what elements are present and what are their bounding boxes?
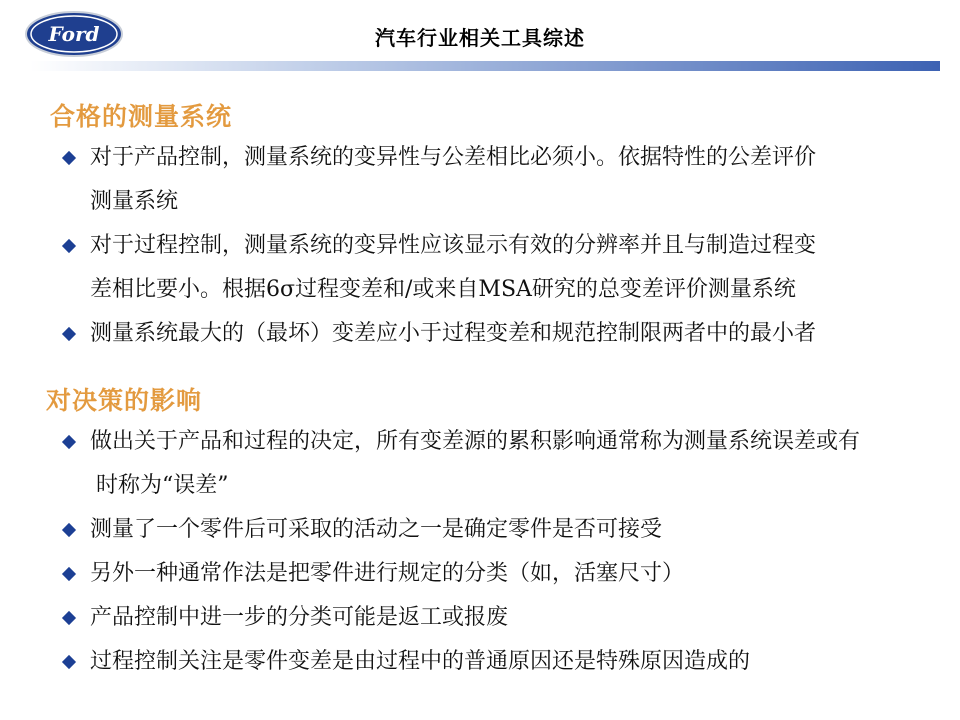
diamond-bullet-icon: [62, 435, 76, 449]
header-divider: [30, 61, 940, 71]
item-line: 对于产品控制，测量系统的变异性与公差相比必须小。依据特性的公差评价: [90, 145, 817, 170]
item-line: 测量系统: [90, 189, 179, 214]
item-line: 做出关于产品和过程的决定，所有变差源的累积影响通常称为测量系统误差或有: [90, 429, 861, 454]
item-line: 另外一种通常作法是把零件进行规定的分类（如，活塞尺寸）: [90, 561, 685, 586]
diamond-bullet-icon: [62, 523, 76, 537]
diamond-bullet-icon: [62, 151, 76, 165]
bullet-list-qualified-system: [62, 136, 942, 356]
diamond-bullet-icon: [62, 655, 76, 669]
svg-text:Ford: Ford: [48, 22, 100, 46]
item-line: 产品控制中进一步的分类可能是返工或报废: [90, 605, 509, 630]
section-heading-qualified-system: 合格的测量系统: [50, 102, 233, 131]
list-item: [62, 312, 942, 356]
diamond-bullet-icon: [62, 611, 76, 625]
item-line: 差相比要小。根据6σ过程变差和/或来自MSA研究的总变差评价测量系统: [90, 277, 796, 302]
item-line: 时称为“误差”: [96, 473, 229, 498]
diamond-bullet-icon: [62, 239, 76, 253]
list-item: [62, 552, 942, 596]
list-item: [62, 420, 942, 508]
item-line: 对于过程控制，测量系统的变异性应该显示有效的分辨率并且与制造过程变: [90, 233, 817, 258]
bullet-list-decision-impact: [62, 420, 942, 684]
list-item: [62, 136, 942, 224]
list-item: [62, 596, 942, 640]
section-heading-decision-impact: 对决策的影响: [46, 386, 203, 415]
item-line: 过程控制关注是零件变差是由过程中的普通原因还是特殊原因造成的: [90, 649, 751, 674]
list-item: [62, 640, 942, 684]
diamond-bullet-icon: [62, 567, 76, 581]
diamond-bullet-icon: [62, 327, 76, 341]
page-title: 汽车行业相关工具综述: [375, 26, 585, 50]
list-item: [62, 508, 942, 552]
item-line: 测量系统最大的（最坏）变差应小于过程变差和规范控制限两者中的最小者: [90, 321, 817, 346]
list-item: [62, 224, 942, 312]
item-line: 测量了一个零件后可采取的活动之一是确定零件是否可接受: [90, 517, 663, 542]
